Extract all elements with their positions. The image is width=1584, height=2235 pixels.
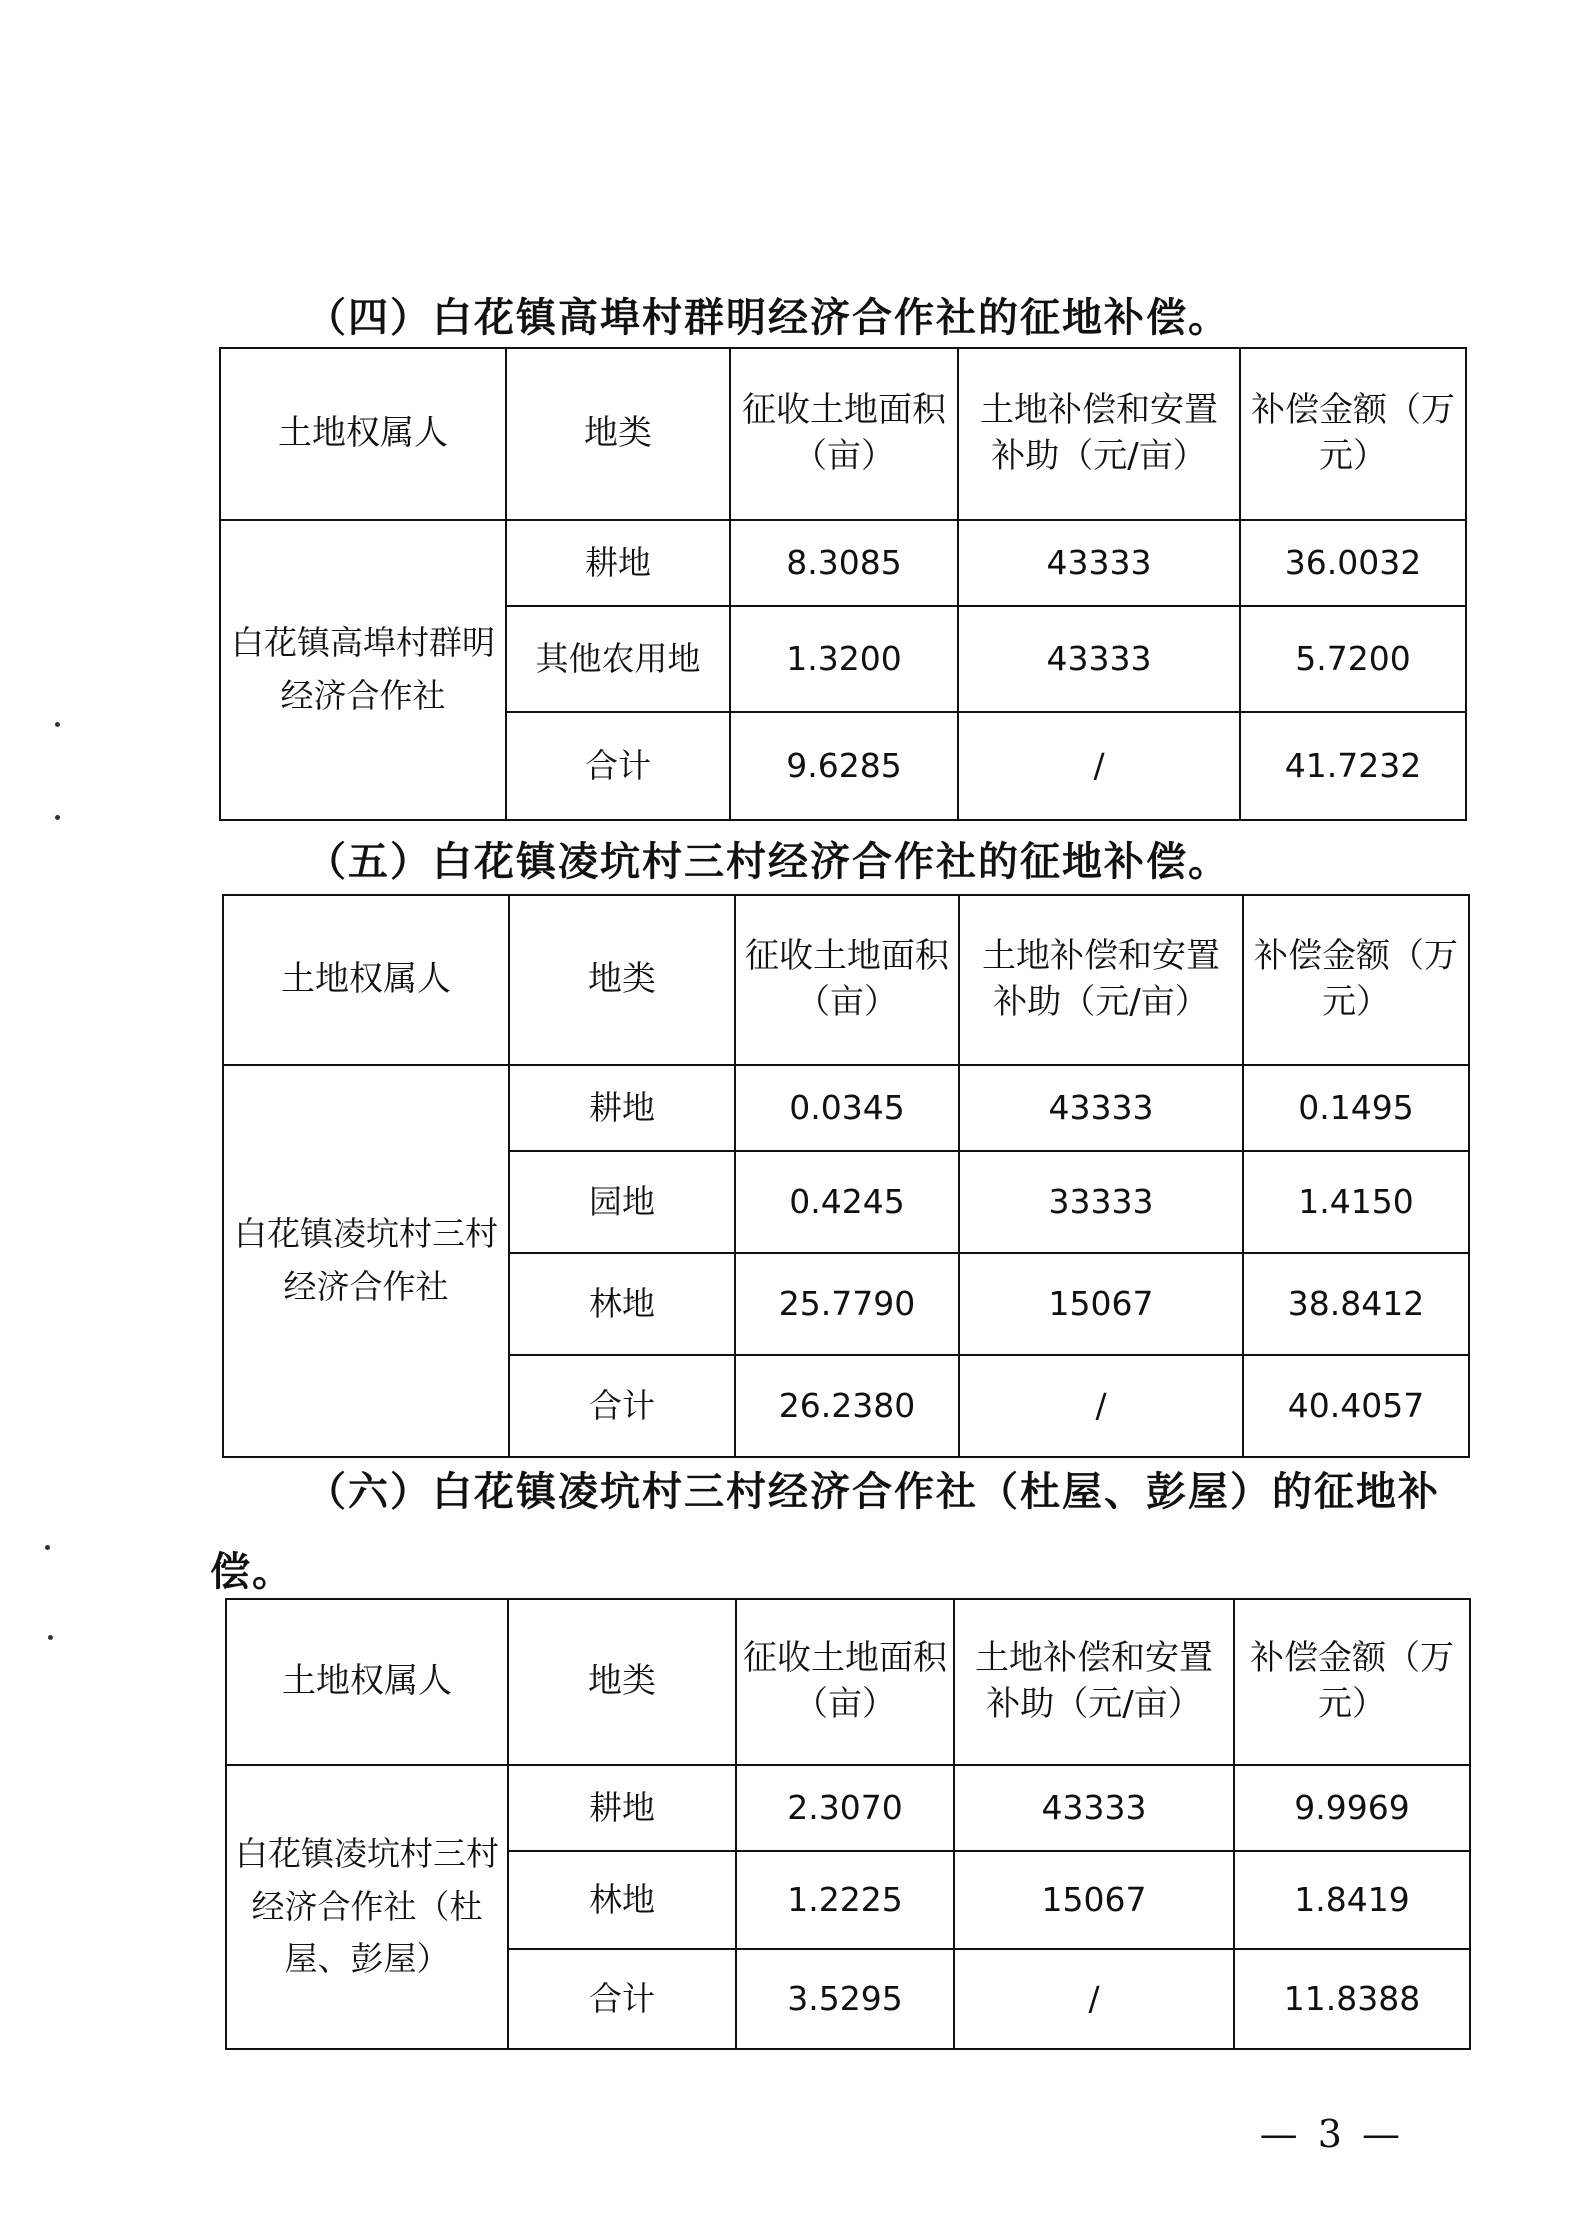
amount-cell: 1.4150: [1243, 1151, 1469, 1253]
area-cell: 3.5295: [736, 1949, 954, 2049]
compensation-table-4: [219, 347, 1467, 821]
area-cell: 25.7790: [735, 1253, 959, 1355]
rate-cell: 43333: [958, 606, 1240, 712]
section-6-heading-line1: （六）白花镇凌坑村三村经济合作社（杜屋、彭屋）的征地补: [306, 1468, 1440, 1515]
section-5-heading: （五）白花镇凌坑村三村经济合作社的征地补偿。: [306, 838, 1230, 885]
header-owner: 土地权属人: [226, 1599, 508, 1765]
area-cell: 8.3085: [730, 520, 958, 606]
owner-cell: 白花镇凌坑村三村经济合作社: [223, 1065, 509, 1457]
land-type-cell: 耕地: [506, 520, 730, 606]
section-6-heading-line2: 偿。: [210, 1548, 294, 1595]
amount-cell: 0.1495: [1243, 1065, 1469, 1151]
header-area: 征收土地面积（亩）: [736, 1599, 954, 1765]
amount-cell: 9.9969: [1234, 1765, 1470, 1851]
scan-speck: [45, 1545, 50, 1550]
header-amount: 补偿金额（万元）: [1240, 348, 1466, 520]
header-rate: 土地补偿和安置补助（元/亩）: [954, 1599, 1234, 1765]
area-cell: 0.0345: [735, 1065, 959, 1151]
header-amount: 补偿金额（万元）: [1243, 895, 1469, 1065]
area-cell: 0.4245: [735, 1151, 959, 1253]
table-row: [223, 1065, 1469, 1151]
table-row: [220, 520, 1466, 606]
rate-cell: 15067: [959, 1253, 1243, 1355]
amount-cell: 38.8412: [1243, 1253, 1469, 1355]
header-owner: 土地权属人: [220, 348, 506, 520]
area-cell: 1.2225: [736, 1851, 954, 1949]
amount-cell: 1.8419: [1234, 1851, 1470, 1949]
rate-cell: 33333: [959, 1151, 1243, 1253]
land-type-cell: 园地: [509, 1151, 735, 1253]
rate-cell: 43333: [954, 1765, 1234, 1851]
page-number: — 3 —: [1259, 2112, 1404, 2156]
land-type-cell: 林地: [508, 1851, 736, 1949]
rate-cell: /: [954, 1949, 1234, 2049]
amount-cell: 40.4057: [1243, 1355, 1469, 1457]
rate-cell: 43333: [958, 520, 1240, 606]
land-type-cell: 耕地: [508, 1765, 736, 1851]
scan-speck: [55, 815, 60, 820]
rate-cell: /: [959, 1355, 1243, 1457]
compensation-table-5: [222, 894, 1470, 1458]
land-type-cell: 耕地: [509, 1065, 735, 1151]
header-amount: 补偿金额（万元）: [1234, 1599, 1470, 1765]
header-land-type: 地类: [509, 895, 735, 1065]
header-land-type: 地类: [506, 348, 730, 520]
header-area: 征收土地面积（亩）: [730, 348, 958, 520]
header-rate: 土地补偿和安置补助（元/亩）: [959, 895, 1243, 1065]
scan-speck: [55, 722, 60, 727]
land-type-cell: 林地: [509, 1253, 735, 1355]
table-row: [226, 1765, 1470, 1851]
scan-speck: [48, 1635, 53, 1640]
amount-cell: 5.7200: [1240, 606, 1466, 712]
rate-cell: 43333: [959, 1065, 1243, 1151]
area-cell: 2.3070: [736, 1765, 954, 1851]
compensation-table-6: [225, 1598, 1471, 2050]
header-land-type: 地类: [508, 1599, 736, 1765]
area-cell: 26.2380: [735, 1355, 959, 1457]
header-rate: 土地补偿和安置补助（元/亩）: [958, 348, 1240, 520]
amount-cell: 11.8388: [1234, 1949, 1470, 2049]
area-cell: 1.3200: [730, 606, 958, 712]
land-type-cell: 其他农用地: [506, 606, 730, 712]
owner-cell: 白花镇高埠村群明经济合作社: [220, 520, 506, 820]
amount-cell: 41.7232: [1240, 712, 1466, 820]
area-cell: 9.6285: [730, 712, 958, 820]
land-type-cell: 合计: [508, 1949, 736, 2049]
amount-cell: 36.0032: [1240, 520, 1466, 606]
land-type-cell: 合计: [506, 712, 730, 820]
rate-cell: 15067: [954, 1851, 1234, 1949]
owner-cell: 白花镇凌坑村三村经济合作社（杜屋、彭屋）: [226, 1765, 508, 2049]
section-4-heading: （四）白花镇高埠村群明经济合作社的征地补偿。: [306, 294, 1230, 341]
rate-cell: /: [958, 712, 1240, 820]
land-type-cell: 合计: [509, 1355, 735, 1457]
header-area: 征收土地面积（亩）: [735, 895, 959, 1065]
header-owner: 土地权属人: [223, 895, 509, 1065]
